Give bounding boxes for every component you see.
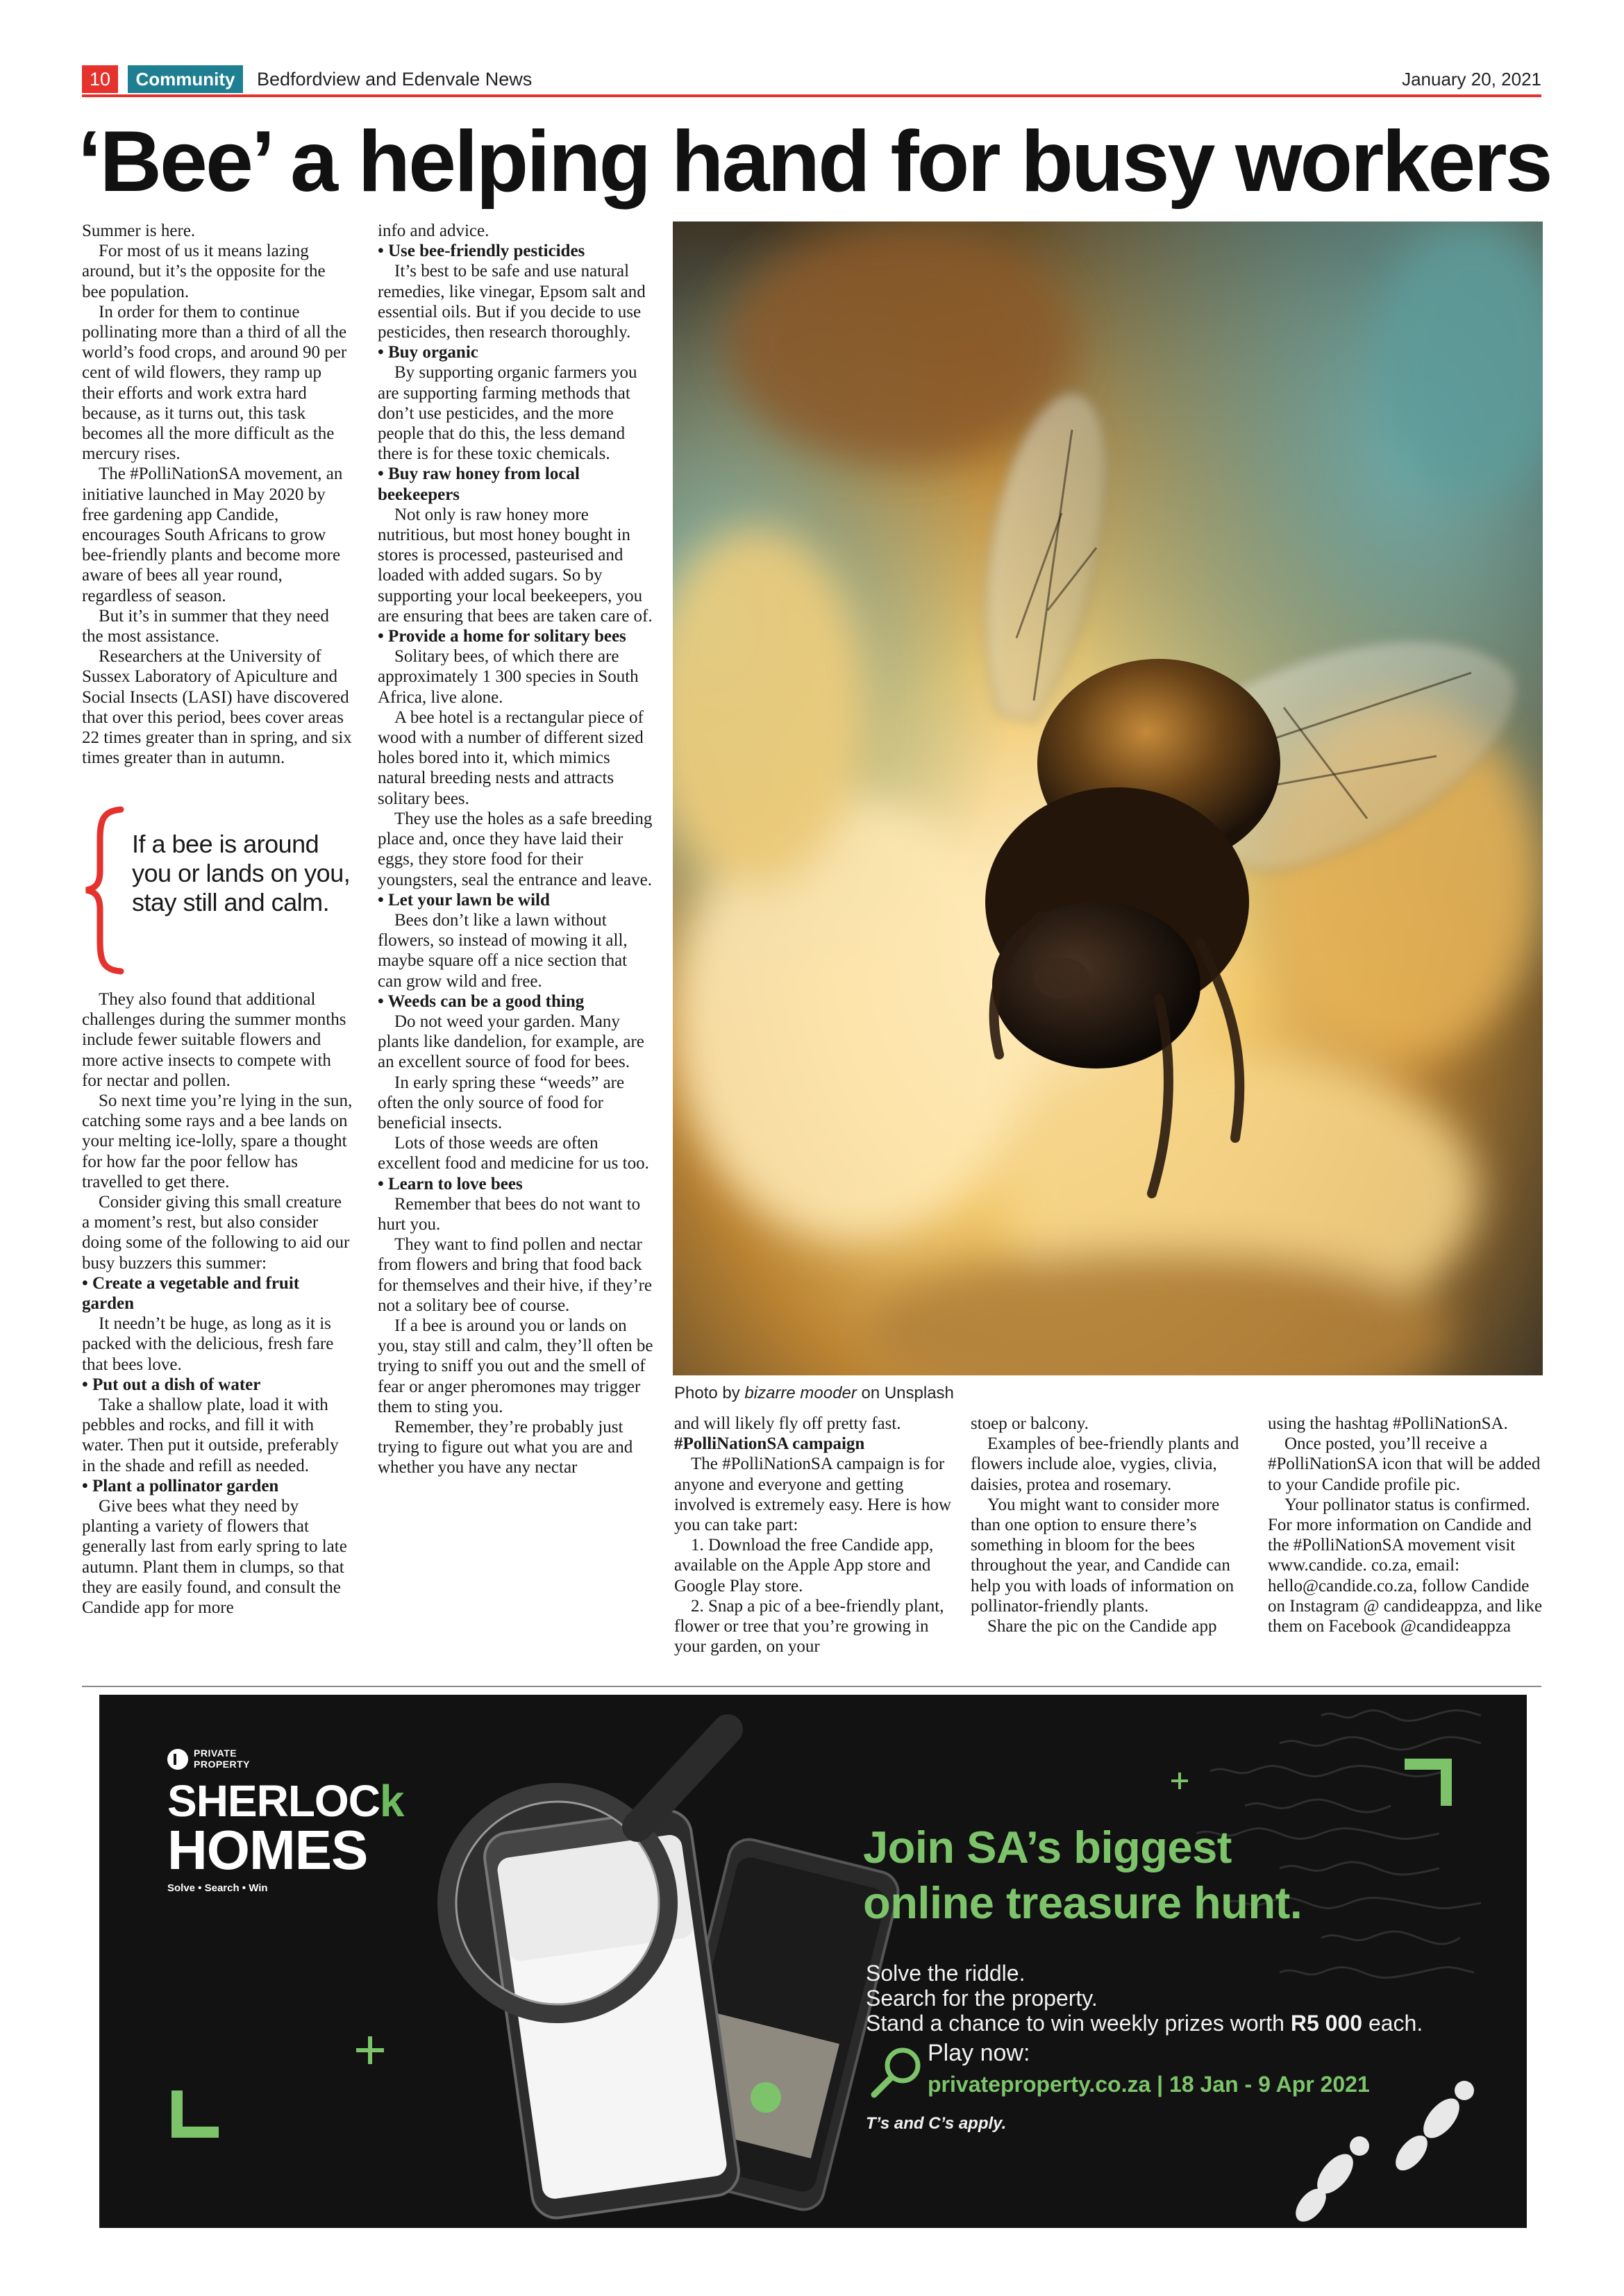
- photo-credit: Photo by bizarre mooder on Unsplash: [674, 1384, 954, 1402]
- subheading: • Plant a pollinator garden: [82, 1476, 279, 1495]
- article-column-4: [971, 1414, 1248, 1636]
- article-column-5: [1268, 1414, 1546, 1636]
- paragraph: They want to find pollen and nectar from flowers and bring that food back for themselves and their hive, if they’re not a solitary bee of course.: [378, 1235, 652, 1315]
- paragraph: So next time you’re lying in the sun, catching some rays and a bee lands on your melting ice-lolly, spare a thought for how far the poor fellow has travelled to get there.: [82, 1091, 353, 1191]
- paragraph: In order for them to continue pollinating more than a third of all the world’s food crops, and around 90 per cent of wild flowers, they ramp up their efforts and work extra hard because, as it turns out, this task becomes all the more difficult as the mercury rises.: [82, 302, 347, 464]
- paragraph: Once posted, you’ll receive a #PolliNationSA icon that will be added to your Candide profile pic.: [1268, 1434, 1541, 1494]
- paragraph: They use the holes as a safe breeding place and, once they have laid their eggs, they store food for their youngsters, seal the entrance and leave.: [378, 809, 653, 889]
- paragraph: Share the pic on the Candide app: [987, 1617, 1217, 1636]
- advert-url[interactable]: privateproperty.co.za | 18 Jan - 9 Apr 2021: [928, 2072, 1370, 2097]
- paragraph: Not only is raw honey more nutritious, but most honey bought in stores is processed, pasteurised and loaded with added sugars. So by supporting your local beekeepers, you are ensuring that bees are taken care of.: [378, 505, 653, 626]
- paragraph: info and advice.: [378, 221, 489, 240]
- paragraph: and will likely fly off pretty fast.: [674, 1414, 901, 1433]
- advert-line-search: Search for the property.: [866, 1986, 1098, 2011]
- paragraph: A bee hotel is a rectangular piece of wood with a number of different sized holes bored into it, which mimics natural breeding nests and attracts solitary bees.: [378, 707, 644, 808]
- bee-photo: [673, 221, 1543, 1375]
- paragraph: Lots of those weeds are often excellent food and medicine for us too.: [378, 1134, 649, 1173]
- article-divider: [82, 1686, 1541, 1687]
- advert-headline: Join SA’s biggest online treasure hunt.: [863, 1822, 1303, 1928]
- subheading: • Buy organic: [378, 343, 478, 362]
- article-column-2: [378, 221, 655, 1478]
- paragraph: Do not weed your garden. Many plants like dandelion, for example, are an excellent source of food for bees.: [378, 1012, 644, 1072]
- paragraph: Summer is here.: [82, 221, 196, 240]
- advert-line-riddle: Solve the riddle.: [866, 1961, 1026, 1986]
- paragraph: In early spring these “weeds” are often the only source of food for beneficial insects.: [378, 1073, 625, 1132]
- advert-line-prize: Stand a chance to win weekly prizes worth R5 000 each.: [866, 2011, 1423, 2036]
- bee-illustration: [673, 221, 1543, 1375]
- subheading: • Let your lawn be wild: [378, 890, 550, 910]
- paragraph: For most of us it means lazing around, but it’s the opposite for the bee population.: [82, 242, 326, 301]
- page-header: [82, 65, 1541, 93]
- advert-terms: T’s and C’s apply.: [866, 2114, 1007, 2133]
- issue-date: January 20, 2021: [1402, 69, 1541, 90]
- brace-icon: [82, 805, 129, 975]
- subheading: • Provide a home for solitary bees: [378, 627, 626, 646]
- pull-quote: [82, 805, 360, 975]
- paragraph: stoep or balcony.: [971, 1414, 1089, 1433]
- paragraph: 2. Snap a pic of a bee-friendly plant, flower or tree that you’re growing in your garden, on your: [674, 1596, 944, 1657]
- paragraph: Consider giving this small creature a moment’s rest, but also consider doing some of the following to aid our busy buzzers this summer:: [82, 1193, 350, 1273]
- paragraph: Remember, they’re probably just trying to figure out what you are and whether you have any nectar: [378, 1417, 633, 1477]
- paragraph: Examples of bee-friendly plants and flowers include aloe, vygies, clivia, daisies, protea and rosemary.: [971, 1434, 1239, 1494]
- paragraph: Researchers at the University of Sussex Laboratory of Apiculture and Social Insects (LASI) have discovered that over this period, bees cover areas 22 times greater than in spring, and six times greater than in autumn.: [82, 647, 352, 768]
- paragraph: using the hashtag #PolliNationSA.: [1268, 1414, 1508, 1433]
- section-label[interactable]: Community: [128, 65, 243, 93]
- article-column-3: [674, 1414, 952, 1657]
- paragraph: Solitary bees, of which there are approximately 1 300 species in South Africa, live alone.: [378, 647, 639, 707]
- paragraph: Take a shallow plate, load it with pebbles and rocks, and fill it with water. Then put it outside, preferably in the shade and refill as needed.: [82, 1396, 339, 1475]
- advert-tagline: Solve • Search • Win: [167, 1882, 268, 1894]
- paragraph: Give bees what they need by planting a variety of flowers that generally last from early spring to late autumn. Plant them in clumps, so that they are easily found, and consult the Candide app for more: [82, 1497, 347, 1618]
- paragraph: Bees don’t like a lawn without flowers, so instead of mowing it all, maybe square off a nice section that can grow wild and free.: [378, 910, 628, 991]
- paragraph: By supporting organic farmers you are supporting farming methods that don’t use pesticides, and the more people that do this, the less demand there is for these toxic chemicals.: [378, 363, 637, 464]
- photo-credit-author[interactable]: bizarre mooder: [744, 1384, 857, 1402]
- paragraph: Your pollinator status is confirmed. For more information on Candide and the #PolliNationSA movement visit www.candide. co.za, email: hello@candide.co.za, follow Candide on Instagram @ candideappza, and like them on Facebook @candideappza: [1268, 1495, 1543, 1636]
- subheading: • Put out a dish of water: [82, 1375, 261, 1394]
- paragraph: It’s best to be safe and use natural remedies, like vinegar, Epsom salt and essential oils. But if you decide to use pesticides, then research thoroughly.: [378, 262, 646, 342]
- paragraph: They also found that additional challenges during the summer months include fewer suitable flowers and more active insects to compete with for nectar and pollen.: [82, 990, 346, 1090]
- subheading: • Learn to love bees: [378, 1174, 523, 1193]
- private-property-logo-icon: [167, 1749, 188, 1770]
- paragraph: If a bee is around you or lands on you, stay still and calm, they’ll often be trying to sniff you out and the smell of fear or anger pheromones may trigger them to sting you.: [378, 1316, 653, 1416]
- article-headline: ‘Bee’ a helping hand for busy workers: [78, 114, 1551, 210]
- pull-quote-text: If a bee is around you or lands on you, stay still and calm.: [132, 830, 351, 916]
- article-column-1-continued: [82, 989, 353, 1618]
- sherlock-homes-logo-line2: HOMES: [167, 1819, 368, 1881]
- private-property-advert[interactable]: PRIVATE PROPERTY SHERLOCk HOMES Solve • Search • Win Join SA’s biggest online treasure hunt. Solve the riddle. Search for the property. Stand a chance to win weekly prizes worth R5 000 each. Play now: privateproperty.co.za | 18 Jan - 9 Apr 2021 T’s and C’s apply.: [99, 1695, 1527, 2228]
- publication-name: Bedfordview and Edenvale News: [257, 69, 533, 90]
- paragraph: You might want to consider more than one option to ensure there’s something in bloom for the bees throughout the year, and Candide can help you with loads of information on pollinator-friendly plants.: [971, 1495, 1234, 1616]
- advert-play-now: Play now:: [928, 2040, 1030, 2066]
- paragraph: Remember that bees do not want to hurt you.: [378, 1194, 641, 1234]
- advert-graphics: [99, 1695, 1527, 2228]
- sherlock-homes-logo-line1: SHERLOCk: [167, 1776, 404, 1826]
- subheading: #PolliNationSA campaign: [674, 1434, 865, 1454]
- subheading: • Buy raw honey from local beekeepers: [378, 464, 580, 504]
- paragraph: 1. Download the free Candide app, available on the Apple App store and Google Play store.: [674, 1536, 934, 1595]
- subheading: • Weeds can be a good thing: [378, 991, 585, 1011]
- magnifier-icon: [874, 2050, 918, 2095]
- footprints-icon: [1290, 2081, 1474, 2227]
- subheading: • Use bee-friendly pesticides: [378, 242, 585, 261]
- paragraph: But it’s in summer that they need the most assistance.: [82, 606, 329, 646]
- page-number: 10: [82, 65, 118, 93]
- paragraph: The #PolliNationSA campaign is for anyone and everyone and getting involved is extremely easy. Here is how you can take part:: [674, 1455, 951, 1535]
- subheading: • Create a vegetable and fruit garden: [82, 1273, 300, 1314]
- paragraph: The #PolliNationSA movement, an initiative launched in May 2020 by free gardening app Candide, encourages South Africans to grow bee-friendly plants and become more aware of bees all year round, regardless of season.: [82, 464, 343, 605]
- article-column-1: [82, 221, 353, 768]
- paragraph: It needn’t be huge, as long as it is packed with the delicious, fresh fare that bees love.: [82, 1314, 334, 1374]
- header-rule: [82, 94, 1541, 97]
